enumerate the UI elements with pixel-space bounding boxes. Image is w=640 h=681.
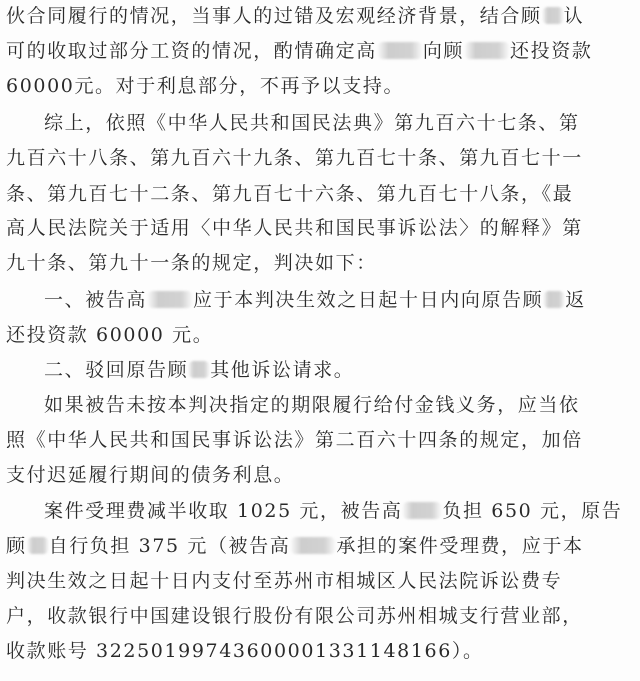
redacted-name	[147, 291, 193, 308]
text-line-14: 支付迟延履行期间的债务利息。	[6, 464, 295, 486]
text-line-12: 如果被告未按本判决指定的期限履行给付金钱义务，应当依	[44, 394, 580, 416]
text-line-4: 综上，依照《中华人民共和国民法典》第九百六十七条、第	[44, 112, 580, 134]
redacted-name	[377, 42, 423, 59]
text-line-15: 案件受理费减半收取 1025 元，被告高 负担 650 元，原告	[44, 500, 623, 522]
redacted-name	[290, 537, 336, 554]
text-line-8: 九十条、第九十一条的规定，判决如下：	[6, 252, 377, 274]
text-line-11: 二、驳回原告顾 其他诉讼请求。	[44, 359, 355, 381]
redacted-name	[27, 537, 49, 554]
text-line-6: 条、第九百七十二条、第九百七十六条、第九百七十八条，《最	[6, 183, 574, 205]
text-line-1: 伙合同履行的情况，当事人的过错及宏观经济背景，结合顾 认	[6, 5, 585, 27]
text-line-5: 九百六十八条、第九百六十九条、第九百七十条、第九百七十一	[6, 147, 583, 169]
text-line-18: 户，收款银行中国建设银行股份有限公司苏州相城支行营业部，	[6, 605, 583, 627]
redacted-name	[188, 361, 210, 378]
text-line-9: 一、被告高 应于本判决生效之日起十日内向原告顾 返	[44, 289, 586, 311]
redacted-name	[402, 502, 442, 519]
text-line-13: 照《中华人民共和国民事诉讼法》第二百六十四条的规定，加倍	[6, 429, 583, 451]
text-line-7: 高人民法院关于适用〈中华人民共和国民事诉讼法〉的解释》第	[6, 217, 583, 239]
redacted-name	[464, 42, 510, 59]
text-line-19: 收款账号 32250199743600001331148166）。	[6, 640, 484, 662]
text-line-3: 60000元。对于利息部分，不再予以支持。	[6, 75, 405, 97]
text-line-17: 判决生效之日起十日内支付至苏州市相城区人民法院诉讼费专	[6, 570, 563, 592]
redacted-name	[543, 291, 565, 308]
text-line-16: 顾 自行负担 375 元（被告高 承担的案件受理费，应于本	[6, 535, 584, 557]
text-line-10: 还投资款 60000 元。	[6, 324, 214, 346]
redacted-name	[542, 7, 564, 24]
text-line-2: 可的收取过部分工资的情况，酌情确定高 向顾 还投资款	[6, 40, 593, 62]
